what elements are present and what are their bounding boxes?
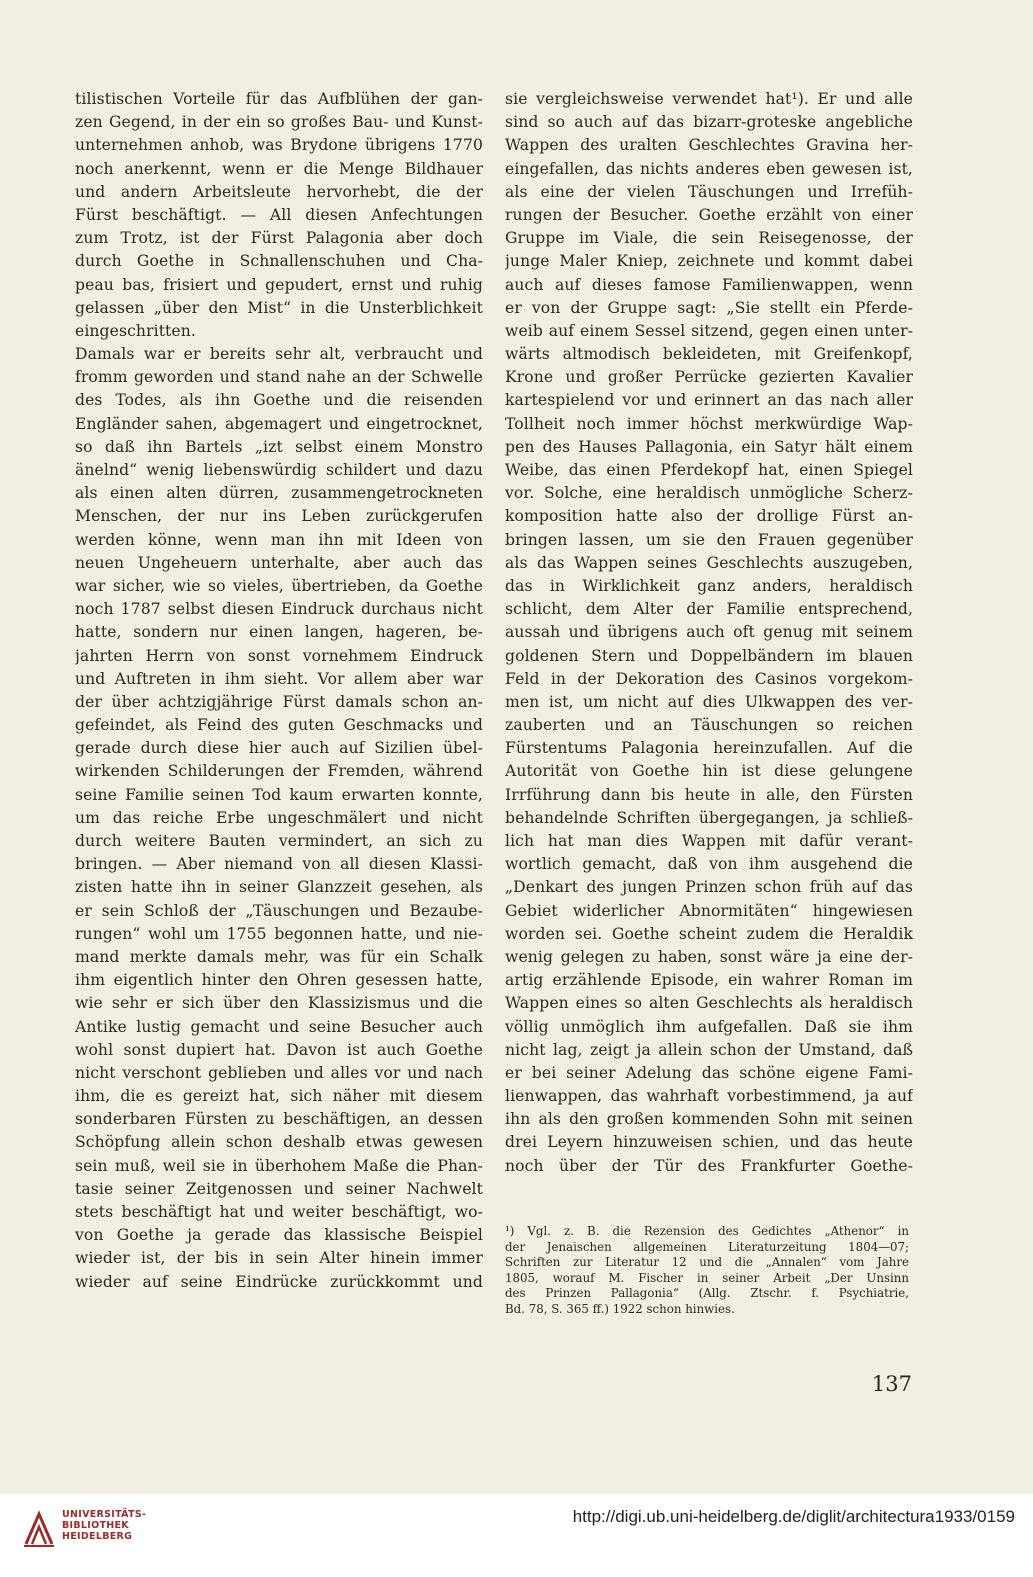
text-line: er bei seiner Adelung das schöne eigene Fami-: [505, 1063, 913, 1082]
text-line: der über achtzigjährige Fürst damals schon an-: [75, 692, 483, 711]
text-line: lich hat man dies Wappen mit dafür verant-: [505, 832, 913, 850]
text-line: und Auftreten in ihm sieht. Vor allem aber war: [75, 669, 483, 688]
text-line: Wappen des uralten Geschlechtes Gravina her-: [505, 136, 913, 155]
text-line: wohl sonst dupiert hat. Davon ist auch Goethe: [75, 1040, 483, 1059]
text-line: mand merkte damals mehr, was für ein Schalk: [75, 947, 483, 966]
text-line: als das Wappen seines Geschlechts auszugeben,: [505, 553, 913, 572]
text-line: des Todes, als ihn Goethe und die reisenden: [75, 391, 483, 410]
text-line: vor. Solche, eine heraldisch unmögliche Scherz-: [505, 484, 913, 503]
text-line: behandelnde Schriften übergegangen, ja schließ-: [505, 808, 913, 827]
text-line: lienwappen, das wahrhaft vorbestimmend, ja auf: [505, 1087, 913, 1106]
text-line: 1805, worauf M. Fischer in seiner Arbeit „Der Unsinn: [505, 1270, 909, 1285]
right-text-column: [505, 88, 913, 1178]
text-line: Fürstentums Palagonia hereinzufallen. Auf die: [505, 739, 913, 758]
text-line: Menschen, der nur ins Leben zurückgerufen: [75, 507, 483, 526]
text-line: aussah und übrigens auch oft genug mit seinem: [505, 623, 913, 642]
text-line: Fürst beschäftigt. — All diesen Anfechtungen: [75, 205, 483, 224]
text-line: nicht verschont geblieben und alles vor und nach: [75, 1063, 483, 1082]
text-line: Bd. 78, S. 365 ff.) 1922 schon hinwies.: [505, 1301, 735, 1316]
text-line: der Jenaischen allgemeinen Literaturzeitung 1804—07;: [505, 1239, 909, 1254]
text-line: schlicht, dem Alter der Familie entsprechend,: [505, 600, 913, 619]
text-line: gelassen „über den Mist“ in die Unsterblichkeit: [75, 298, 483, 317]
text-line: um das reiche Erbe ungeschmälert und nicht: [75, 808, 483, 827]
text-line: Engländer sahen, abgemagert und eingetrocknet,: [75, 414, 483, 433]
text-line: pen des Hauses Pallagonia, ein Satyr hält einem: [505, 437, 913, 456]
library-name-line-2: BIBLIOTHEK: [62, 1520, 129, 1531]
text-line: änelnd“ wenig liebenswürdig schildert und dazu: [75, 461, 483, 479]
text-line: sind so auch auf das bizarr-groteske angebliche: [505, 113, 913, 132]
footnote: [505, 1224, 909, 1318]
text-line: werden könne, wenn man ihn mit Ideen von: [75, 530, 483, 549]
text-line: wieder ist, der bis in sein Alter hinein immer: [75, 1249, 483, 1268]
text-line: men ist, um nicht auf dies Ulkwappen des ver-: [505, 692, 913, 711]
text-line: von Goethe ja gerade das klassische Beispiel: [75, 1226, 483, 1245]
text-line: Krone und großer Perrücke gezierten Kavalier: [505, 368, 913, 387]
text-line: das in Wirklichkeit ganz anders, heraldisch: [505, 576, 913, 595]
text-line: kartespielend vor und erinnert an das nach aller: [505, 391, 913, 410]
text-line: Tollheit noch immer höchst merkwürdige Wap-: [505, 414, 913, 433]
text-line: „Denkart des jungen Prinzen schon früh auf das: [505, 878, 913, 897]
text-line: artig erzählende Episode, ein wahrer Roman im: [505, 971, 913, 990]
text-line: wortlich gemacht, daß von ihm ausgehend die: [505, 855, 913, 874]
text-line: auch auf dieses famose Familienwappen, wenn: [505, 275, 913, 294]
text-line: als einen alten dürren, zusammengetrockneten: [75, 484, 483, 503]
text-line: wirkenden Schilderungen der Fremden, während: [75, 762, 483, 781]
text-line: und andern Arbeitsleute hervorhebt, die der: [75, 182, 483, 201]
text-line: bringen lassen, um sie den Frauen gegenüber: [505, 530, 913, 549]
text-line: tilistischen Vorteile für das Aufblühen der gan-: [75, 90, 483, 108]
text-line: ¹) Vgl. z. B. die Rezension des Gedichtes „Athenor“ in: [505, 1224, 909, 1238]
text-line: wieder auf seine Eindrücke zurückkommt und: [75, 1272, 483, 1291]
page-number: 137: [871, 1372, 912, 1396]
text-line: drei Leyern hinzuweisen schien, und das heute: [505, 1133, 913, 1152]
library-name-line-3: HEIDELBERG: [62, 1531, 133, 1542]
text-line: Autorität von Goethe hin ist diese gelungene: [505, 762, 913, 781]
text-line: junge Maler Kniep, zeichnete und kommt dabei: [505, 252, 913, 271]
text-line: rungen“ wohl um 1755 begonnen hatte, und nie-: [75, 924, 483, 943]
text-line: Wappen eines so alten Geschlechts als heraldisch: [505, 994, 913, 1013]
text-line: des Prinzen Pallagonia“ (Allg. Ztschr. f. Psychiatrie,: [505, 1286, 909, 1301]
text-line: nicht lag, zeigt ja allein schon der Umstand, daß: [505, 1040, 913, 1059]
text-line: durch Goethe in Schnallenschuhen und Cha-: [75, 252, 483, 271]
text-line: Weibe, das einen Pferdekopf hat, einen Spiegel: [505, 461, 913, 479]
footer-bar: [0, 1494, 1033, 1577]
text-line: noch 1787 selbst diesen Eindruck durchaus nicht: [75, 600, 483, 619]
text-line: hatte, sondern nur einen langen, hageren, be-: [75, 623, 483, 642]
text-line: ihm, die es gereizt hat, sich näher mit diesem: [75, 1087, 483, 1106]
ub-heidelberg-logo-icon: [22, 1508, 56, 1548]
text-line: zauberten und an Täuschungen so reichen: [505, 716, 913, 735]
text-line: goldenen Stern und Doppelbändern im blauen: [505, 646, 913, 665]
text-line: zum Trotz, ist der Fürst Palagonia aber doch: [75, 229, 483, 248]
text-line: eingeschritten.: [75, 321, 196, 340]
text-line: Schriften zur Literatur 12 und die „Annalen“ vom Jahre: [505, 1255, 909, 1270]
text-line: Irrführung dann bis heute in alle, den Fürsten: [505, 785, 913, 804]
text-line: Damals war er bereits sehr alt, verbraucht und: [75, 345, 483, 364]
text-line: Gruppe im Viale, die sein Reisegenosse, der: [505, 229, 913, 248]
text-line: als eine der vielen Täuschungen und Irrefüh-: [505, 182, 913, 201]
text-line: weib auf einem Sessel sitzend, gegen einen unter-: [505, 321, 913, 340]
text-line: zen Gegend, in der ein so großes Bau- und Kunst-: [75, 113, 483, 132]
text-line: jahrten Herrn von sonst vornehmem Eindruck: [75, 646, 483, 665]
text-line: noch anerkennt, wenn er die Menge Bildhauer: [75, 159, 483, 178]
text-line: ihm eigentlich hinter den Ohren gesessen hatte,: [75, 971, 483, 990]
text-line: gerade durch diese hier auch auf Sizilien übel-: [75, 739, 483, 758]
text-line: stets beschäftigt hat und weiter beschäftigt, wo-: [75, 1203, 483, 1221]
text-line: wie sehr er sich über den Klassizismus und die: [75, 994, 483, 1013]
text-line: Antike lustig gemacht und seine Besucher auch: [75, 1017, 483, 1036]
text-line: peau bas, frisiert und gepudert, ernst und ruhig: [75, 275, 483, 294]
left-text-column: [75, 88, 483, 1294]
text-line: ihn als den großen kommenden Sohn mit seinen: [505, 1110, 913, 1129]
text-line: neuen Ungeheuern unterhalte, aber auch das: [75, 553, 483, 572]
text-line: gefeindet, als Feind des guten Geschmacks und: [75, 716, 483, 735]
text-line: sonderbaren Fürsten zu beschäftigen, an dessen: [75, 1110, 483, 1129]
text-line: sein muß, weil sie in überhohem Maße die Phan-: [75, 1156, 483, 1175]
text-line: fromm geworden und stand nahe an der Schwelle: [75, 368, 483, 387]
source-url-link[interactable]: http://digi.ub.uni-heidelberg.de/diglit/architectura1933/0159: [572, 1507, 1015, 1526]
text-line: er von der Gruppe sagt: „Sie stellt ein Pferde-: [505, 298, 913, 317]
text-line: wärts altmodisch bekleideten, mit Greifenkopf,: [505, 345, 913, 364]
text-line: Schöpfung allein schon deshalb etwas gewesen: [75, 1133, 483, 1152]
text-line: so daß ihn Bartels „izt selbst einem Monstro: [75, 437, 483, 456]
text-line: wenig gelegen zu haben, sonst wäre ja eine der-: [505, 947, 913, 966]
text-line: tasie seiner Zeitgenossen und seiner Nachwelt: [75, 1179, 483, 1198]
text-line: unternehmen anhob, was Brydone übrigens 1770: [75, 136, 483, 155]
text-line: sie vergleichsweise verwendet hat¹). Er und alle: [505, 90, 913, 108]
library-name-line-1: UNIVERSITÄTS-: [62, 1509, 147, 1520]
library-name: [62, 1509, 146, 1542]
text-line: er sein Schloß der „Täuschungen und Bezaube-: [75, 901, 483, 920]
text-line: worden sei. Goethe scheint zudem die Heraldik: [505, 924, 913, 943]
text-line: durch weitere Bauten vermindert, an sich zu: [75, 832, 483, 850]
text-line: noch über der Tür des Frankfurter Goethe-: [505, 1156, 913, 1175]
text-line: Gebiet widerlicher Abnormitäten“ hingewiesen: [505, 901, 913, 920]
text-line: war sicher, wie so vieles, übertrieben, da Goethe: [75, 576, 483, 595]
text-line: völlig unmöglich ihm aufgefallen. Daß sie ihm: [505, 1017, 913, 1036]
text-line: rungen der Besucher. Goethe erzählt von einer: [505, 205, 913, 224]
text-line: seine Familie seinen Tod kaum erwarten konnte,: [75, 785, 483, 804]
text-line: zisten hatte ihn in seiner Glanzzeit gesehen, als: [75, 878, 483, 897]
text-line: komposition hatte also der drollige Fürst an-: [505, 507, 913, 526]
text-line: bringen. — Aber niemand von all diesen Klassi-: [75, 855, 483, 874]
text-line: Feld in der Dekoration des Casinos vorgekom-: [505, 669, 913, 688]
text-line: eingefallen, das nichts anderes eben gewesen ist,: [505, 159, 913, 178]
